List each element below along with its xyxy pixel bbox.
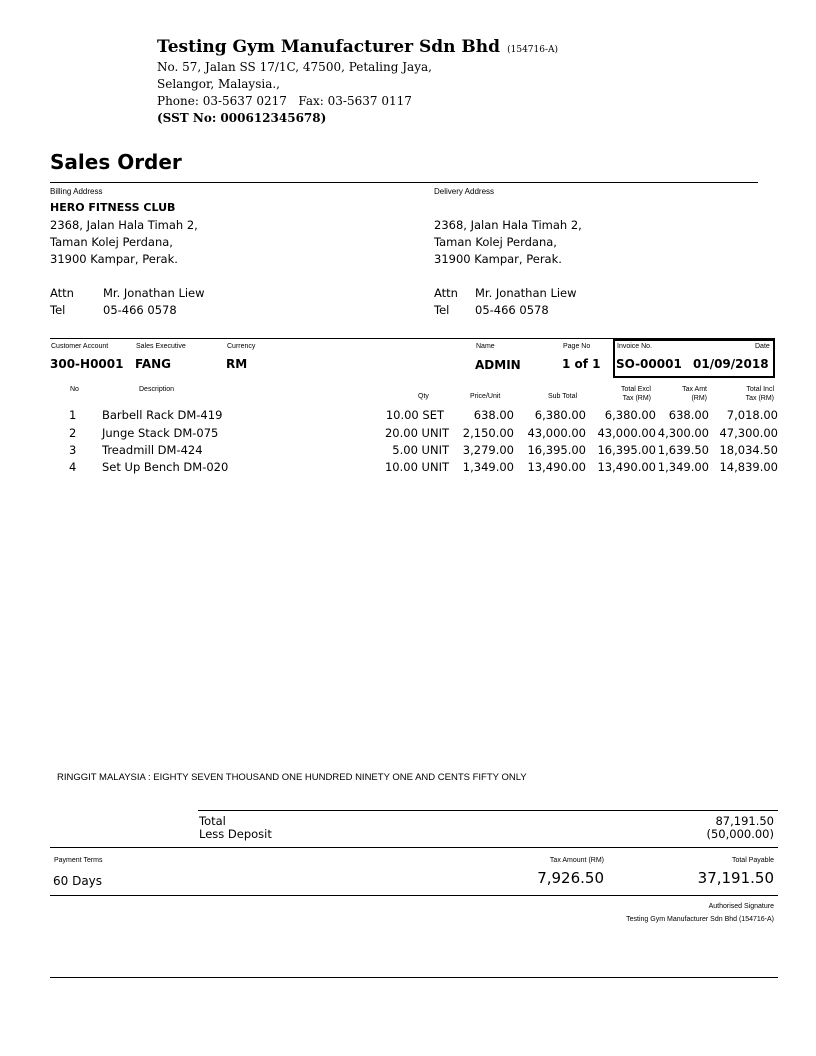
row-excl: 43,000.00 bbox=[597, 426, 656, 440]
table-row bbox=[0, 443, 816, 460]
row-tax: 1,639.50 bbox=[657, 443, 709, 457]
payment-terms-label: Payment Terms bbox=[54, 857, 103, 864]
company-phone-fax: Phone: 03-5637 0217 Fax: 03-5637 0117 bbox=[157, 94, 412, 108]
col-header-price: Price/Unit bbox=[470, 393, 501, 400]
footer-divider bbox=[50, 977, 778, 978]
row-excl: 13,490.00 bbox=[597, 460, 656, 474]
row-subtotal: 13,490.00 bbox=[527, 460, 586, 474]
row-description: Treadmill DM-424 bbox=[102, 443, 203, 457]
company-address-line1: No. 57, Jalan SS 17/1C, 47500, Petaling Jaya, bbox=[157, 60, 432, 74]
row-subtotal: 16,395.00 bbox=[527, 443, 586, 457]
total-value: 87,191.50 bbox=[715, 814, 774, 828]
signature-company: Testing Gym Manufacturer Sdn Bhd (154716-A) bbox=[626, 916, 774, 923]
page-value: 1 of 1 bbox=[562, 357, 601, 371]
row-no: 1 bbox=[69, 408, 77, 422]
row-price: 1,349.00 bbox=[462, 460, 514, 474]
row-excl: 6,380.00 bbox=[604, 408, 656, 422]
title-divider bbox=[50, 182, 758, 183]
row-qty: 10.00 SET bbox=[385, 408, 444, 422]
delivery-tel-label: Tel bbox=[434, 303, 450, 317]
delivery-line3: 31900 Kampar, Perak. bbox=[434, 252, 562, 266]
col-header-incl-2: Tax (RM) bbox=[745, 395, 774, 402]
currency-label: Currency bbox=[227, 343, 256, 350]
customer-account: 300-H0001 bbox=[50, 357, 124, 371]
billing-line3: 31900 Kampar, Perak. bbox=[50, 252, 178, 266]
row-subtotal: 43,000.00 bbox=[527, 426, 586, 440]
date-label: Date bbox=[755, 343, 770, 350]
total-payable: 37,191.50 bbox=[697, 869, 774, 887]
col-header-subtotal: Sub Total bbox=[548, 393, 578, 400]
page-label: Page No bbox=[563, 343, 591, 350]
company-header bbox=[157, 37, 558, 57]
tax-amount: 7,926.50 bbox=[537, 869, 604, 887]
total-label: Total bbox=[199, 814, 226, 828]
row-price: 638.00 bbox=[473, 408, 514, 422]
billing-line2: Taman Kolej Perdana, bbox=[50, 235, 173, 249]
row-subtotal: 6,380.00 bbox=[534, 408, 586, 422]
delivery-tel: 05-466 0578 bbox=[475, 303, 549, 317]
delivery-attn: Mr. Jonathan Liew bbox=[475, 286, 577, 300]
table-row bbox=[0, 408, 816, 425]
row-description: Set Up Bench DM-020 bbox=[102, 460, 229, 474]
company-address-line2: Selangor, Malaysia., bbox=[157, 77, 280, 91]
signature-label: Authorised Signature bbox=[708, 903, 774, 910]
delivery-attn-label: Attn bbox=[434, 286, 458, 300]
row-qty: 20.00 UNIT bbox=[384, 426, 449, 440]
billing-attn-label: Attn bbox=[50, 286, 74, 300]
table-row bbox=[0, 460, 816, 477]
total-payable-label: Total Payable bbox=[731, 857, 774, 864]
row-tax: 1,349.00 bbox=[657, 460, 709, 474]
tax-amount-label: Tax Amount (RM) bbox=[549, 857, 604, 864]
delivery-label: Delivery Address bbox=[434, 187, 495, 196]
invoice-date: 01/09/2018 bbox=[693, 357, 769, 371]
billing-name: HERO FITNESS CLUB bbox=[50, 201, 176, 214]
row-price: 3,279.00 bbox=[462, 443, 514, 457]
row-no: 4 bbox=[69, 460, 77, 474]
company-reg-no: (154716-A) bbox=[507, 45, 559, 55]
billing-label: Billing Address bbox=[50, 187, 103, 196]
billing-tel: 05-466 0578 bbox=[103, 303, 177, 317]
document-title: Sales Order bbox=[50, 150, 182, 174]
deposit-label: Less Deposit bbox=[199, 827, 272, 841]
col-header-tax-1: Tax Amt bbox=[682, 386, 707, 393]
payment-terms: 60 Days bbox=[53, 874, 103, 888]
row-price: 2,150.00 bbox=[462, 426, 514, 440]
totals-mid-divider bbox=[50, 847, 778, 848]
row-description: Barbell Rack DM-419 bbox=[102, 408, 223, 422]
currency: RM bbox=[226, 357, 248, 371]
col-header-qty: Qty bbox=[418, 393, 429, 400]
row-qty: 10.00 UNIT bbox=[384, 460, 449, 474]
customer-account-label: Customer Account bbox=[51, 343, 109, 350]
table-row bbox=[0, 426, 816, 443]
row-tax: 4,300.00 bbox=[657, 426, 709, 440]
name-value: ADMIN bbox=[475, 358, 521, 372]
row-incl: 18,034.50 bbox=[719, 443, 778, 457]
delivery-line2: Taman Kolej Perdana, bbox=[434, 235, 557, 249]
billing-tel-label: Tel bbox=[50, 303, 66, 317]
sales-executive-label: Sales Executive bbox=[136, 343, 186, 350]
name-label: Name bbox=[476, 343, 495, 350]
col-header-description: Description bbox=[139, 386, 175, 393]
col-header-incl-1: Total Incl bbox=[746, 386, 774, 393]
billing-attn: Mr. Jonathan Liew bbox=[103, 286, 205, 300]
amount-in-words: RINGGIT MALAYSIA : EIGHTY SEVEN THOUSAND ONE HUNDRED NINETY ONE AND CENTS FIFTY ONLY bbox=[57, 772, 527, 783]
company-name: Testing Gym Manufacturer Sdn Bhd bbox=[157, 37, 501, 57]
company-sst: (SST No: 000612345678) bbox=[157, 111, 327, 125]
row-incl: 47,300.00 bbox=[719, 426, 778, 440]
deposit-value: (50,000.00) bbox=[706, 827, 774, 841]
row-qty: 5.00 UNIT bbox=[392, 443, 449, 457]
row-description: Junge Stack DM-075 bbox=[102, 426, 219, 440]
col-header-excl-2: Tax (RM) bbox=[622, 395, 651, 402]
sales-executive: FANG bbox=[135, 357, 171, 371]
invoice-number: SO-00001 bbox=[616, 357, 682, 371]
row-tax: 638.00 bbox=[668, 408, 709, 422]
row-no: 3 bbox=[69, 443, 77, 457]
totals-bottom-divider bbox=[50, 895, 778, 896]
invoice-label: Invoice No. bbox=[617, 343, 653, 350]
row-incl: 14,839.00 bbox=[719, 460, 778, 474]
totals-top-divider bbox=[198, 810, 778, 811]
col-header-no: No bbox=[70, 386, 79, 393]
delivery-line1: 2368, Jalan Hala Timah 2, bbox=[434, 218, 582, 232]
col-header-tax-2: (RM) bbox=[691, 395, 707, 402]
billing-line1: 2368, Jalan Hala Timah 2, bbox=[50, 218, 198, 232]
col-header-excl-1: Total Excl bbox=[621, 386, 651, 393]
row-excl: 16,395.00 bbox=[597, 443, 656, 457]
row-incl: 7,018.00 bbox=[726, 408, 778, 422]
row-no: 2 bbox=[69, 426, 77, 440]
